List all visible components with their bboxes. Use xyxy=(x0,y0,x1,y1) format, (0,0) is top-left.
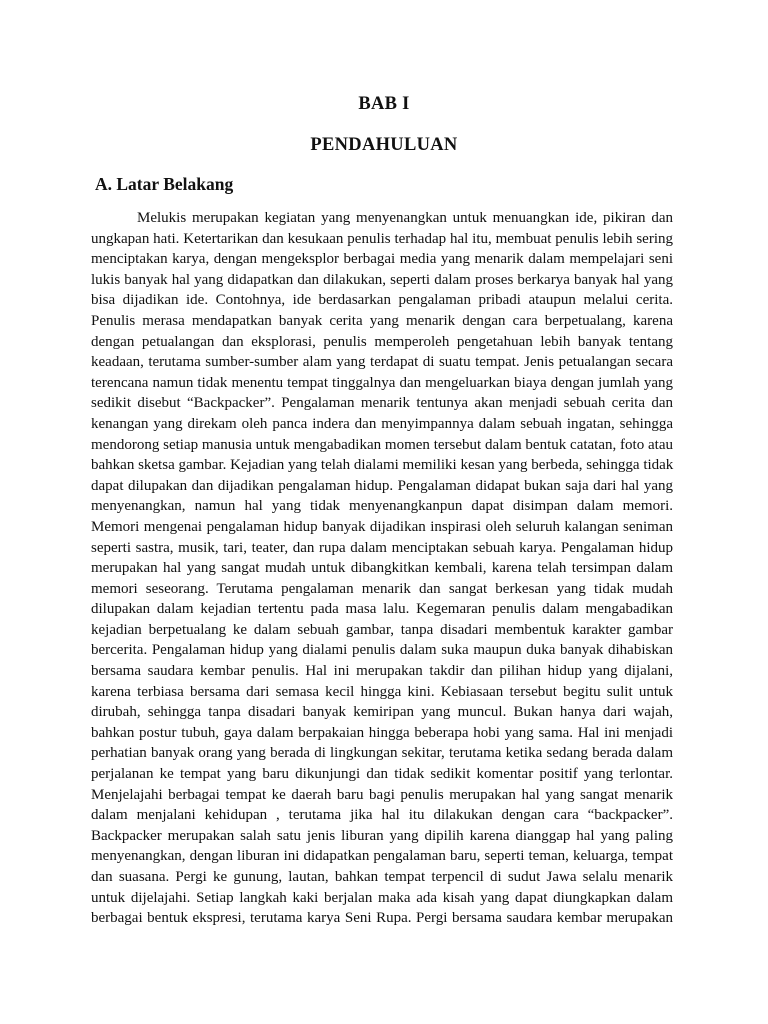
paragraph-line: sedikit disebut “Backpacker”. Pengalaman menarik tentunya akan menjadi sebuah cerita dan xyxy=(91,395,673,412)
paragraph-line: dan suasana. Pergi ke gunung, lautan, bahkan tempat terpencil di sudut Jawa selalu menarik xyxy=(91,869,673,885)
paragraph-line: Menjelajahi berbagai tempat ke daerah baru bagi penulis merupakan hal yang sangat menarik xyxy=(91,786,673,803)
paragraph-line: dirubah, sehingga tanpa disadari banyak kemiripan yang muncul. Bukan hanya dari wajah, xyxy=(91,704,673,721)
paragraph-line: berbagai bentuk ekspresi, terutama karya Seni Rupa. Pergi bersama saudara kembar merupakan xyxy=(91,910,673,927)
paragraph-line: perjalanan ke tempat yang baru dikunjungi dan tidak sedikit komentar positif yang terlontar. xyxy=(91,766,673,783)
chapter-label: BAB I xyxy=(358,94,410,114)
paragraph-line: bercerita. Pengalaman hidup yang dialami penulis dalam suka maupun duka banyak dihabiskan xyxy=(91,642,673,659)
paragraph-line: Melukis merupakan kegiatan yang menyenangkan untuk menuangkan ide, pikiran dan xyxy=(137,210,673,226)
paragraph-line: memori seseorang. Terutama pengalaman menarik dan sangat berkesan yang tidak mudah xyxy=(91,580,673,597)
paragraph-line: perhatian banyak orang yang berada di lingkungan sekitar, terutama ketika sedang berada dalam xyxy=(91,745,673,762)
paragraph-line: ungkapan hati. Ketertarikan dan kesukaan penulis terhadap hal itu, membuat penulis lebih sering xyxy=(91,230,673,247)
paragraph-line: dengan petualangan dan eksplorasi, penulis memperoleh pengetahuan lebih banyak tentang xyxy=(91,333,673,350)
paragraph-line: Backpacker merupakan salah satu jenis liburan yang dipilih karena dianggap hal yang paling xyxy=(91,827,673,844)
chapter-title: PENDAHULUAN xyxy=(310,135,458,155)
paragraph-line: menciptakan karya, dengan mengeksplor berbagai media yang menarik dalam mempelajari seni xyxy=(91,251,673,268)
paragraph-line: dapat dilupakan dan dijadikan pengalaman hidup. Pengalaman didapat bukan saja dari hal yang xyxy=(91,477,673,494)
paragraph-line: Memori mengenai pengalaman hidup banyak dijadikan inspirasi oleh seluruh kalangan seniman xyxy=(91,518,673,535)
paragraph-line: terencana namun tidak menentu tempat tinggalnya dan mengeluarkan biaya dengan jumlah yang xyxy=(91,374,673,391)
paragraph-line: menyenangkan, namun hal yang tidak menyenangkanpun dapat disimpan dalam memori. xyxy=(91,498,673,515)
paragraph-line: lukis banyak hal yang didapatkan dan dilakukan, seperti dalam proses berkarya banyak hal yang xyxy=(91,271,673,288)
paragraph-line: seperti sastra, musik, tari, teater, dan rupa dalam menciptakan sebuah karya. Pengalaman hidup xyxy=(91,539,673,556)
paragraph-line: bahkan sketsa gambar. Kejadian yang telah dialami memiliki kesan yang berbeda, sehingga tidak xyxy=(91,457,674,474)
paragraph-line: keadaan, terutama sumber-sumber alam yang terdapat di suatu tempat. Jenis petualangan secara xyxy=(91,354,673,371)
paragraph-line: kejadian berpetualang ke dalam sebuah gambar, tanpa disadari membentuk karakter gambar xyxy=(91,621,673,638)
paragraph-line: bisa dijadikan ide. Contohnya, ide berdasarkan pengalaman pribadi ataupun melalui cerita. xyxy=(91,292,673,309)
paragraph-line: dilupakan dalam kejadian tertentu pada masa lalu. Kegemaran penulis dalam mengabadikan xyxy=(91,601,673,618)
body-paragraph xyxy=(91,208,673,929)
paragraph-line: untuk dijelajahi. Setiap langkah kaki berjalan maka ada kisah yang dapat diungkapkan dalam xyxy=(91,889,673,906)
paragraph-line: Penulis merasa mendapatkan banyak cerita yang menarik dengan cara berpetualang, karena xyxy=(91,312,673,329)
paragraph-line: merupakan hal yang sangat mudah untuk dibangkitkan kembali, karena telah tersimpan dalam xyxy=(91,560,673,577)
section-heading: A. Latar Belakang xyxy=(95,174,234,194)
paragraph-line: mendorong setiap manusia untuk mengabadikan momen tersebut dalam bentuk catatan, foto atau xyxy=(91,436,673,453)
paragraph-line: menyenangkan, dengan liburan ini didapatkan pengalaman baru, seperti teman, keluarga, tempat xyxy=(91,848,673,865)
paragraph-line: bersama saudara kembar penulis. Hal ini merupakan takdir dan pilihan hidup yang dijalani, xyxy=(91,663,673,680)
paragraph-line: dalam menjalani kehidupan , terutama jika hal itu dilakukan dengan cara “backpacker”. xyxy=(91,807,673,824)
paragraph-line: karena terbiasa bersama dari semasa kecil hingga kini. Kebiasaan tersebut begitu sulit untuk xyxy=(91,683,673,700)
paragraph-line: kenangan yang direkam oleh panca indera dan menyimpannya dalam sebuah ingatan, sehingga xyxy=(91,415,673,432)
paragraph-line: bahkan postur tubuh, gaya dalam berpakaian hingga beberapa hobi yang sama. Hal ini menjadi xyxy=(91,724,673,741)
